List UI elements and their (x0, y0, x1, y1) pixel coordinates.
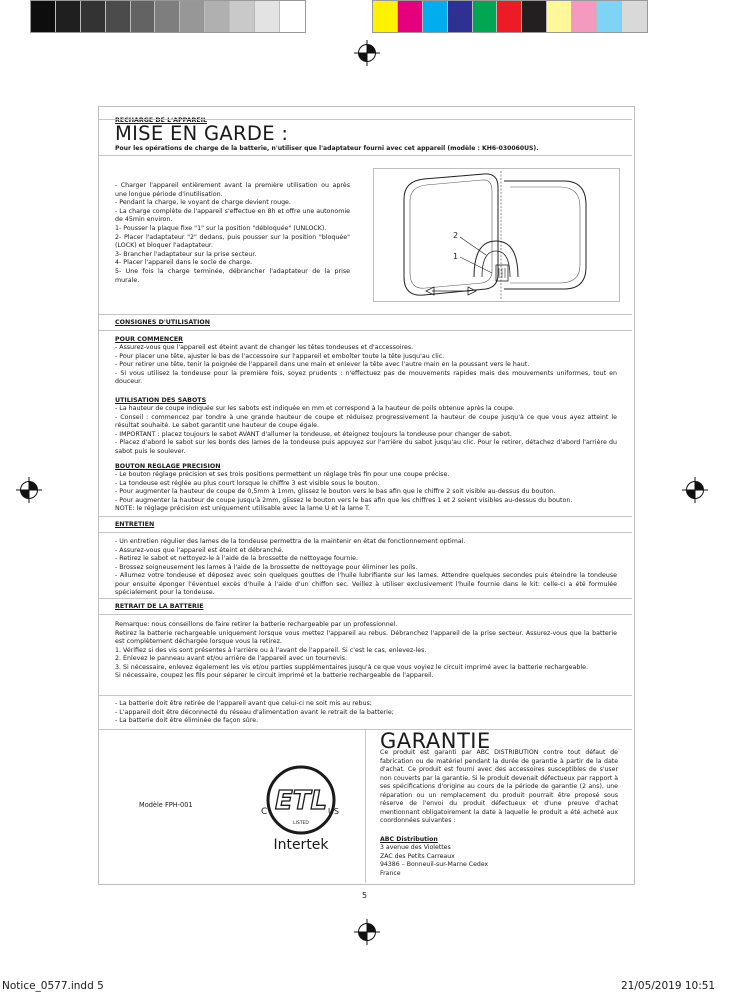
intertek-brand: Intertek (273, 837, 329, 853)
vertical-divider (365, 730, 366, 883)
etl-logo-icon (256, 760, 346, 856)
registration-mark-bottom (354, 919, 380, 945)
section-title-battery: RETRAIT DE LA BATTERIE (115, 603, 204, 610)
subsection-title-precision: BOUTON REGLAGE PRECISION (115, 463, 221, 470)
text-line: - Pour augmenter la hauteur de coupe jusqu'à 2mm, glissez le bouton vers le bas afin que les chiffres 1 et 2 soient visibles au-dessus du bouton. (115, 496, 573, 504)
color-swatch (522, 1, 547, 32)
gray-swatch (155, 1, 180, 32)
grayscale-calibration-bar (30, 0, 306, 33)
text-line: Retirez la batterie rechargeable uniquement lorsque vous mettez l'appareil au rebus. Débranchez l'appareil de la prise secteur. Assurez-vous que la batterie est complètement déchargée lorsque vous la retirez. (115, 629, 617, 645)
etl-us-mark: US (328, 807, 339, 816)
text-line: - IMPORTANT : placez toujours le sabot AVANT d'allumer la tondeuse, et éteignez toujours la tondeuse pour changer de sabot. (115, 430, 512, 438)
section-title-maintenance: ENTRETIEN (115, 521, 155, 528)
registration-mark-top (354, 40, 380, 66)
separator (99, 598, 632, 599)
charge-step: 1- Pousser la plaque fixe "1" sur la position "débloquée" (UNLOCK). (115, 224, 327, 232)
color-swatch (473, 1, 498, 32)
text-line: 1. Vérifiez si des vis sont présentes à l'arrière ou à l'avant de l'appareil. Si c'est le cas, enlevez-les. (115, 646, 427, 654)
etl-listed-text: LISTED (293, 821, 309, 826)
separator (99, 516, 632, 517)
registration-mark-left (16, 477, 42, 503)
text-line: NOTE: le réglage précision est uniquement utilisable avec la lame U et la lame T. (115, 505, 371, 512)
color-swatch (423, 1, 448, 32)
guards-instructions (115, 405, 617, 456)
text-line: - La batterie doit être retirée de l'appareil avant que celui-ci ne soit mis au rebus; (115, 700, 372, 707)
text-line: - Un entretien régulier des lames de la tondeuse permettra de la maintenir en état de fonctionnement optimal. (115, 538, 466, 545)
text-line: - Si vous utilisez la tondeuse pour la première fois, soyez prudents : n'effectuez pas de mouvements rapides mais des mouvements uniformes, tout en douceur. (115, 369, 617, 385)
separator (99, 695, 632, 696)
address-line: 3 avenue des Violettes (380, 844, 451, 852)
gray-swatch (280, 1, 305, 32)
start-instructions (115, 344, 617, 387)
charging-base-diagram (373, 168, 620, 302)
address-line: ABC Distribution (380, 836, 438, 843)
warning-subtitle: Pour les opérations de charge de la batterie, n'utiliser que l'adaptateur fourni avec cet appareil (modèle : KH6-030060US). (115, 145, 539, 152)
address-line: ZAC des Petits Carreaux (380, 852, 455, 860)
warning-title: MISE EN GARDE : (115, 122, 289, 145)
color-swatch (497, 1, 522, 32)
text-line: - Le bouton réglage précision et ses trois positions permettent un réglage très fin pour une coupe précise. (115, 471, 450, 478)
address-line: 94386 – Bonneuil-sur-Marne Cedex (380, 861, 489, 869)
text-line: - La hauteur de coupe indiquée sur les sabots est indiquée en mm et correspond à la hauteur de poils obtenue après la coupe. (115, 405, 515, 412)
charging-base-illustration (374, 169, 619, 301)
text-line: Si nécessaire, coupez les fils pour séparer le circuit imprimé et la batterie rechargeable de l'appareil. (115, 672, 434, 679)
text-line: - Brossez soigneusement les lames à l'aide de la brossette de nettoyage pour éliminer les poils. (115, 563, 418, 571)
charge-step: 3- Brancher l'adaptateur sur la prise secteur. (115, 250, 257, 258)
color-swatch (572, 1, 597, 32)
crosshair-icon (16, 477, 42, 503)
page-number: 5 (362, 891, 368, 900)
section-title-usage: CONSIGNES D'UTILISATION (115, 319, 211, 326)
color-swatch (373, 1, 398, 32)
maintenance-instructions (115, 538, 617, 598)
etl-listed-mark (256, 760, 346, 856)
charge-step: 5- Une fois la charge terminée, débrancher l'adaptateur de la prise murale. (115, 267, 350, 284)
subsection-title-guards: UTILISATION DES SABOTS (115, 397, 207, 404)
color-swatch (622, 1, 647, 32)
separator (99, 614, 632, 615)
color-swatch (448, 1, 473, 32)
address-line: France (380, 869, 401, 877)
separator (99, 532, 632, 533)
guarantee-title: GARANTIE (380, 729, 491, 753)
battery-instructions (115, 621, 617, 681)
color-swatch (398, 1, 423, 32)
guarantee-text: Ce produit est garanti par ABC DISTRIBUTION contre tout défaut de fabrication ou de matériel pendant la durée de garantie à partir de la date d'achat. Ce produit est fourni avec des accessoires susceptibles de s'user non couverts par la garantie. Si le produit devenait défectueux par rapport à ses spécifications d'origine au cours de la période de garantie (2 ans), une réparation ou un remplacement du produit pourrait être proposé sous réserve de l'envoi du produit défectueux et d'une preuve d'achat mentionnant obligatoirement la date à laquelle le produit a été acheté aux coordonnées suivantes : (380, 749, 618, 824)
text-line: - Allumez votre tondeuse et déposez avec soin quelques gouttes de l'huile lubrifiante sur les lames. Attendre quelques secondes puis éteindre la tondeuse pour ensuite éponger l'éventuel excès d'huile à l'aide d'un chiffon sec. Veillez à utiliser exclusivement l'huile fournie dans le kit: celle-ci a été formulée spécialement pour la tondeuse. (115, 572, 617, 596)
diagram-label-2: 2 (453, 231, 459, 240)
gray-swatch (230, 1, 255, 32)
charge-step: - Pendant la charge, le voyant de charge devient rouge. (115, 199, 291, 207)
crosshair-icon (354, 40, 380, 66)
text-line: Remarque: nous conseillons de faire retirer la batterie rechargeable par un professionnel. (115, 621, 398, 628)
color-calibration-bar (372, 0, 648, 33)
charge-step: 2- Placer l'adaptateur "2" dedans, puis pousser sur la position "bloquée" (LOCK) et bloquer l'adaptateur. (115, 233, 350, 250)
separator (99, 155, 632, 156)
gray-swatch (81, 1, 106, 32)
charge-steps (115, 182, 350, 285)
etl-c-mark: C (261, 807, 268, 817)
text-line: - Assurez-vous que l'appareil est éteint et débranché. (115, 546, 284, 554)
crosshair-icon (354, 919, 380, 945)
text-line: - Conseil : commencez par tondre à une grande hauteur de coupe et réduisez progressivement la hauteur de coupe jusqu'à ce que vous ayez atteint le résultat souhaité. Le sabot garantit une hauteur de coupe égale. (115, 413, 617, 429)
gray-swatch (31, 1, 56, 32)
text-line: 2. Enlevez le panneau avant et/ou arrière de l'appareil avec un tournevis. (115, 655, 347, 662)
color-swatch (597, 1, 622, 32)
gray-swatch (180, 1, 205, 32)
text-line: - Pour augmenter la hauteur de coupe de 0,5mm à 1mm, glissez le bouton vers le bas afin que le chiffre 2 soit visible au-dessus du bouton. (115, 488, 556, 495)
gray-swatch (131, 1, 156, 32)
precision-instructions (115, 471, 617, 514)
text-line: - Assurez-vous que l'appareil est éteint avant de changer les têtes tondeuses et d'accessoires. (115, 344, 414, 351)
print-slug-file: Notice_0577.indd 5 (2, 980, 104, 992)
section-title-charge: RECHARGE DE L'APPAREIL (115, 117, 207, 124)
text-line: - La tondeuse est réglée au plus court lorsque le chiffre 3 est visible sous le bouton. (115, 479, 380, 487)
diagram-label-1: 1 (453, 252, 459, 261)
color-swatch (547, 1, 572, 32)
separator (99, 119, 632, 120)
model-label: Modèle FPH-001 (139, 801, 193, 809)
text-line: - Pour retirer une tête, tenir la poignée de l'appareil dans une main et enlever la tête avec l'autre main en la poussant vers le haut. (115, 361, 530, 368)
text-line: - Placez d'abord le sabot sur les bords des lames de la tondeuse puis appuyez sur l'arrière du sabot jusqu'au clic. Pour le retirer, détachez d'abord l'arrière du sabot puis le soulever. (115, 439, 617, 455)
text-line: - L'appareil doit être déconnecté du réseau d'alimentation avant le retrait de la batterie; (115, 708, 394, 716)
text-line: - La batterie doit être éliminée de façon sûre. (115, 717, 259, 724)
subsection-title-start: POUR COMMENCER (115, 336, 183, 343)
charge-step: - Charger l'appareil entièrement avant la première utilisation ou après une longue période d'inutilisation. (115, 182, 350, 198)
crosshair-icon (682, 477, 708, 503)
print-slug-date: 21/05/2019 10:51 (621, 980, 716, 992)
separator (99, 330, 632, 331)
charge-step: 4- Placer l'appareil dans le socle de charge. (115, 259, 253, 267)
battery-notes (115, 700, 617, 726)
gray-swatch (205, 1, 230, 32)
registration-mark-right (682, 477, 708, 503)
guarantee-address (380, 836, 488, 878)
text-line: - Retirez le sabot et nettoyez-le à l'aide de la brossette de nettoyage fournie. (115, 555, 358, 562)
charge-step: - La charge complète de l'appareil s'effectue en 8h et offre une autonomie de 45min environ. (115, 207, 350, 224)
text-line: 3. Si nécessaire, enlevez également les vis et/ou parties supplémentaires jusqu'à ce que vous voyiez le circuit imprimé avec la batterie rechargeable. (115, 663, 588, 671)
text-line: - Pour placer une tête, ajuster le bas de l'accessoire sur l'appareil et emboîter toute la tête jusqu'au clic. (115, 352, 445, 360)
gray-swatch (255, 1, 280, 32)
separator (99, 314, 632, 315)
svg-text:ETL: ETL (274, 786, 328, 816)
gray-swatch (106, 1, 131, 32)
gray-swatch (56, 1, 81, 32)
